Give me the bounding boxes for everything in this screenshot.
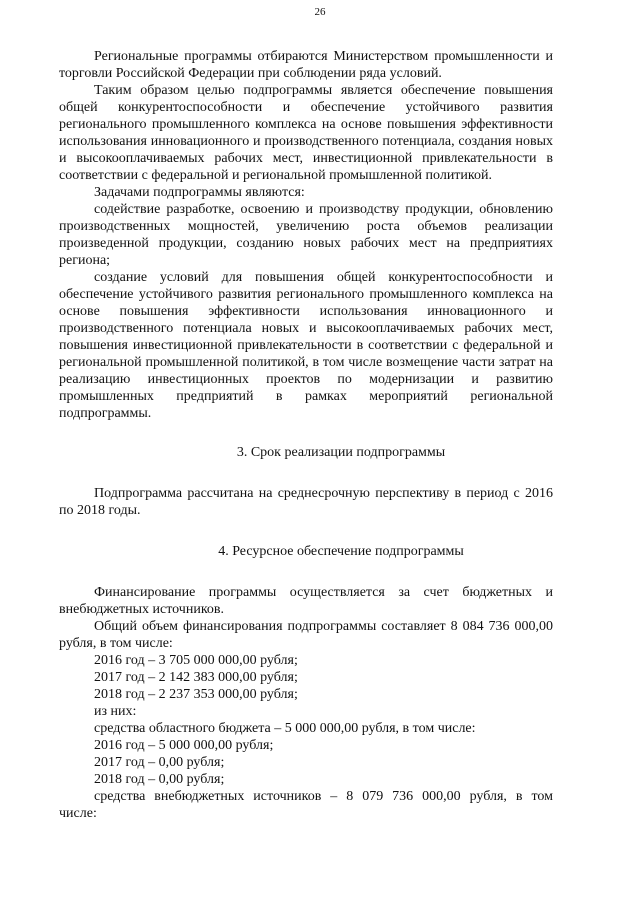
- line-extrabudgetary: средства внебюджетных источников – 8 079 736 000,00 рубля, в том: [94, 789, 553, 804]
- line-2017-regional: 2017 год – 0,00 рубля;: [94, 755, 225, 770]
- line-2016-total: 2016 год – 3 705 000 000,00 рубля;: [94, 653, 298, 668]
- line-2016-regional: 2016 год – 5 000 000,00 рубля;: [94, 738, 274, 753]
- page-number: 26: [314, 6, 326, 18]
- paragraph-regional-programs: Региональные программы отбираются Министерством промышленности и торговли Российской Федерации при соблюдении ряда условий.: [59, 49, 553, 81]
- line-2017-total: 2017 год – 2 142 383 000,00 рубля;: [94, 670, 298, 685]
- paragraph-task-1: содействие разработке, освоению и производству продукции, обновлению производственных мощностей, увеличению роста объемов реализации произведенной продукции, созданию новых рабочих мест на предприятиях региона;: [59, 202, 553, 268]
- section-3-text: Подпрограмма рассчитана на среднесрочную перспективу в период с 2016 по 2018 годы.: [59, 486, 553, 518]
- section-4-heading: 4. Ресурсное обеспечение подпрограммы: [218, 544, 464, 559]
- line-of-them: из них:: [94, 704, 137, 719]
- paragraph-tasks-intro: Задачами подпрограммы являются:: [94, 185, 305, 200]
- paragraph-total-funding: Общий объем финансирования подпрограммы составляет 8 084 736 000,00 рубля, в том числе:: [59, 619, 553, 651]
- line-regional-budget: средства областного бюджета – 5 000 000,00 рубля, в том числе:: [94, 721, 476, 736]
- paragraph-task-2: создание условий для повышения общей конкурентоспособности и обеспечение устойчивого развития регионального промышленного комплекса на основе повышения эффективности использования инновационного и производственного потенциала новых и высокооплачиваемых рабочих мест, повышения инвестиционной привлекательности в соответствии с федеральной и региональной промышленной политикой, в том числе возмещение части затрат на реализацию инвестиционных проектов по модернизации и развитию промышленных предприятий в рамках мероприятий региональной подпрограммы.: [59, 270, 553, 421]
- line-2018-regional: 2018 год – 0,00 рубля;: [94, 772, 225, 787]
- section-3-heading: 3. Срок реализации подпрограммы: [236, 445, 446, 460]
- line-2018-total: 2018 год – 2 237 353 000,00 рубля;: [94, 687, 298, 702]
- paragraph-funding: Финансирование программы осуществляется за счет бюджетных и внебюджетных источников.: [59, 585, 553, 617]
- line-extrabudgetary-cont: числе:: [59, 806, 97, 821]
- document-body: [59, 48, 553, 822]
- paragraph-goal: Таким образом целью подпрограммы является обеспечение повышения общей конкурентоспособности и обеспечение устойчивого развития регионального промышленного комплекса на основе повышения эффективности использования инновационного и производственного потенциала, создания новых и высокооплачиваемых рабочих мест, инвестиционной привлекательности в соответствии с федеральной и региональной промышленной политикой.: [59, 83, 553, 183]
